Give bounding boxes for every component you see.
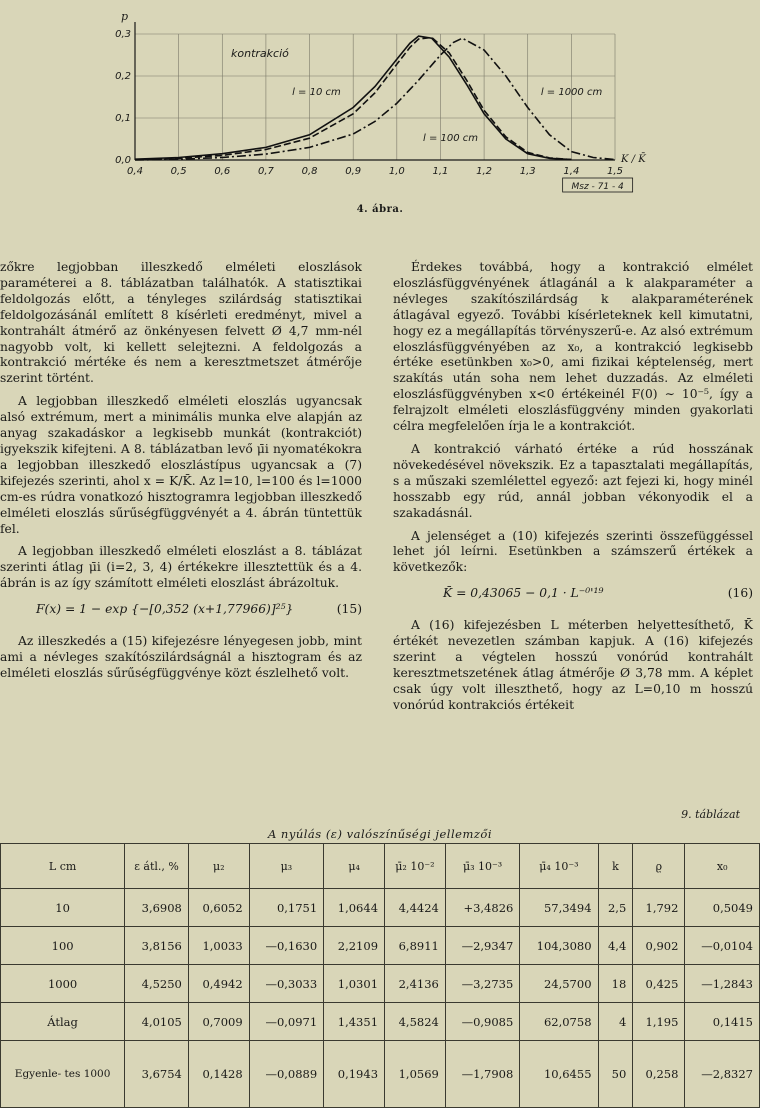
equation-16-formula: K̄ = 0,43065 − 0,1 · L⁻⁰'¹⁹ [443, 586, 604, 601]
table-cell: —3,2735 [445, 965, 519, 1003]
figure-4 [95, 8, 655, 208]
table-cell: 100 [1, 927, 125, 965]
table-cell: 0,5049 [685, 889, 760, 927]
table-cell: Átlag [1, 1003, 125, 1041]
table-cell: 0,902 [633, 927, 685, 965]
table-row [1, 965, 760, 1003]
table-cell: 4 [598, 1003, 633, 1041]
table-row [1, 1003, 760, 1041]
table-number: 9. táblázat [681, 808, 740, 821]
right-paragraph-2: A kontrakció várható értéke a rúd hosszának növekedésével növekszik. Ez a tapasztalati megállapítás, s a műszaki szemlélettel egyező: azt fejezi ki, hogy minél hosszabb egy rúd, annál jobban vékonyodik el a szakadásnál. [393, 441, 753, 520]
header-L: L cm [1, 844, 125, 889]
equation-16 [393, 586, 753, 602]
table-cell: 0,7009 [188, 1003, 249, 1041]
table-cell: —0,3033 [249, 965, 323, 1003]
table-cell: 0,4942 [188, 965, 249, 1003]
x-tick-label: 1,5 [607, 166, 623, 177]
table-cell: 2,4136 [385, 965, 446, 1003]
table-cell: 0,6052 [188, 889, 249, 927]
table-title: A nyúlás (ε) valószínűségi jellemzői [267, 827, 493, 841]
table-cell: +3,4826 [445, 889, 519, 927]
table-cell: —0,1630 [249, 927, 323, 965]
right-paragraph-3: A jelenséget a (10) kifejezés szerinti összefüggéssel lehet jól leírni. Esetünkben a számszerű értékek a következők: [393, 528, 753, 575]
table-cell: 62,0758 [520, 1003, 598, 1041]
table-cell: —1,7908 [445, 1041, 519, 1108]
y-tick-label: 0,3 [115, 29, 131, 40]
table-cell: 4,4424 [385, 889, 446, 927]
table-cell: 6,8911 [385, 927, 446, 965]
y-tick-label: 0,0 [115, 155, 131, 166]
table-cell: 0,258 [633, 1041, 685, 1108]
x-tick-label: 1,0 [388, 166, 405, 177]
table-cell: 1,0033 [188, 927, 249, 965]
table-cell: —0,0889 [249, 1041, 323, 1108]
table-cell: 24,5700 [520, 965, 598, 1003]
table-cell: 1,0569 [385, 1041, 446, 1108]
header-mu4: μ₄ [324, 844, 385, 889]
left-column [0, 260, 362, 689]
x-tick-label: 0,4 [127, 166, 143, 177]
table-cell: 10 [1, 889, 125, 927]
x-tick-label: 1,2 [476, 166, 493, 177]
x-tick-label: 1,3 [519, 166, 536, 177]
header-x0: x₀ [685, 844, 760, 889]
header-eps: ε átl., % [125, 844, 189, 889]
x-tick-label: 0,8 [301, 166, 318, 177]
series-label-2: l = 100 cm [423, 133, 479, 145]
header-rho: ϱ [633, 844, 685, 889]
table-cell: 3,8156 [125, 927, 189, 965]
table-cell: —0,9085 [445, 1003, 519, 1041]
left-paragraph-3: A legjobban illeszkedő elméleti eloszlást a 8. táblázat szerinti átlag μ̄i (i=2, 3, 4) értékekre illesztettük és a 4. ábrán is az így számított elméleti eloszlást ábrázoltuk. [0, 544, 362, 591]
figure-caption: 4. ábra. [356, 204, 404, 215]
table-cell: 0,425 [633, 965, 685, 1003]
x-axis-label: K / K̄ [621, 154, 646, 165]
equation-15-formula: F(x) = 1 − exp {−[0,352 (x+1,77966)]²⁵} [36, 602, 294, 617]
series-line-3 [135, 38, 615, 160]
table-cell: 4,4 [598, 927, 633, 965]
table-9 [0, 808, 760, 1108]
table-row [1, 889, 760, 927]
table-cell: —0,0104 [685, 927, 760, 965]
header-mubar2: μ̄₂ 10⁻² [385, 844, 446, 889]
x-tick-label: 1,4 [563, 166, 580, 177]
table-cell: —2,9347 [445, 927, 519, 965]
header-mu3: μ₃ [249, 844, 323, 889]
probability-table [0, 843, 760, 1108]
table-cell: 1,195 [633, 1003, 685, 1041]
table-cell: 0,1415 [685, 1003, 760, 1041]
left-paragraph-1: zőkre legjobban illeszkedő elméleti eloszlások paraméterei a 8. táblázatban találhatók. A statisztikai feldolgozás előtt, a tényleges szilárdság statisztikai feldolgozásánál említett 8 kísérleti eredményt, mivel a kontrahált átmérő az önkényesen felvett Ø 4,7 mm-nél nagyobb volt, ki kellett selejtezni. A feldolgozás a kontrakció mértéke és nem a keresztmetszet átmérője szerint történt. [0, 260, 362, 386]
right-paragraph-1: Érdekes továbbá, hogy a kontrakció elmélet eloszlásfüggvényének átlagánál a k alakparaméter a névleges szakítószilárdság k alakparaméterének átlagával egyező. További kísérleteknek kell kimutatni, hogy ez a megállapítás törvényszerű-e. Az alsó extrémum eloszlásfüggvényében az x₀, a kontrakció legkisebb értéke esetünkben x₀>0, ami fizikai képtelenség, mert szakítás után soha nem lehet duzzadás. Az elméleti eloszlásfüggvényben x<0 értékeinél F(0) ∼ 10⁻⁵, így a felrajzolt elméleti eloszlásfüggvény minden gyakorlati célra megfelelően írja le a kontrakciót. [393, 260, 753, 434]
left-paragraph-4: Az illeszkedés a (15) kifejezésre lényegesen jobb, mint ami a névleges szakítószilárdságnál a hisztogram és az elméleti eloszlás sűrűségfüggvénye közt észlelhető volt. [0, 634, 362, 680]
header-mubar4: μ̄₄ 10⁻³ [520, 844, 598, 889]
table-cell: —1,2843 [685, 965, 760, 1003]
table-cell: 3,6754 [125, 1041, 189, 1108]
kontrakcio-label: kontrakció [231, 47, 289, 61]
y-axis-label: p [121, 10, 129, 23]
series-label-3: l = 1000 cm [540, 86, 603, 98]
left-paragraph-2: A legjobban illeszkedő elméleti eloszlás ugyancsak alsó extrémum, mert a minimális munka elve alapján az anyag szakadáskor a legkisebb munkát (kontrakciót) igyekszik kifejteni. A 8. táblázatban levő μ̄i nyomatékokra a legjobban illeszkedő eloszlástípus ugyancsak a (7) kifejezés szerinti, ahol x = K/K̄. Az l=10, l=100 és l=1000 cm-es rúdra vonatkozó hisztogramra legjobban illeszkedő elméleti eloszlás sűrűségfüggvényét a 4. ábrán tüntettük fel. [0, 394, 362, 536]
table-cell: 4,0105 [125, 1003, 189, 1041]
table-cell: 1000 [1, 965, 125, 1003]
table-row [1, 1041, 760, 1108]
series-label-1: l = 10 cm [292, 86, 341, 98]
stamp-text: Msz - 71 - 4 [571, 182, 624, 192]
table-cell: 4,5250 [125, 965, 189, 1003]
table-cell: 1,0301 [324, 965, 385, 1003]
table-cell: —2,8327 [685, 1041, 760, 1108]
header-mubar3: μ̄₃ 10⁻³ [445, 844, 519, 889]
table-cell: 10,6455 [520, 1041, 598, 1108]
table-cell: 50 [598, 1041, 633, 1108]
table-cell: 4,5824 [385, 1003, 446, 1041]
equation-15-number: (15) [336, 602, 362, 617]
table-cell: 0,1751 [249, 889, 323, 927]
table-cell: 2,5 [598, 889, 633, 927]
table-cell: 1,4351 [324, 1003, 385, 1041]
table-header-row [1, 844, 760, 889]
right-column [393, 260, 753, 721]
x-tick-label: 0,6 [214, 166, 231, 177]
table-cell: 18 [598, 965, 633, 1003]
header-k: k [598, 844, 633, 889]
header-mu2: μ₂ [188, 844, 249, 889]
table-cell: Egyenle- tes 1000 [1, 1041, 125, 1108]
x-tick-label: 0,7 [257, 166, 274, 177]
density-chart [95, 8, 655, 208]
x-tick-label: 0,9 [345, 166, 362, 177]
table-cell: 0,1943 [324, 1041, 385, 1108]
equation-16-number: (16) [727, 586, 753, 601]
right-paragraph-4: A (16) kifejezésben L méterben helyettesíthető, K̄ értékét nevezetlen számban kapjuk. A (16) kifejezés szerint a végtelen hosszú vonórúd kontrahált keresztmetszetének átlag átmérője Ø 3,78 mm. A képlet csak úgy volt illeszthető, hogy az L=0,10 m hosszú vonórúd kontrakciós értékeit [393, 618, 753, 712]
y-tick-label: 0,2 [115, 71, 131, 82]
table-cell: 0,1428 [188, 1041, 249, 1108]
x-tick-label: 1,1 [432, 166, 449, 177]
table-cell: 1,792 [633, 889, 685, 927]
table-cell: 57,3494 [520, 889, 598, 927]
table-cell: —0,0971 [249, 1003, 323, 1041]
table-cell: 3,6908 [125, 889, 189, 927]
x-tick-label: 0,5 [170, 166, 187, 177]
table-cell: 2,2109 [324, 927, 385, 965]
table-cell: 104,3080 [520, 927, 598, 965]
table-row [1, 927, 760, 965]
y-tick-label: 0,1 [115, 113, 131, 124]
table-cell: 1,0644 [324, 889, 385, 927]
equation-15 [0, 602, 362, 618]
